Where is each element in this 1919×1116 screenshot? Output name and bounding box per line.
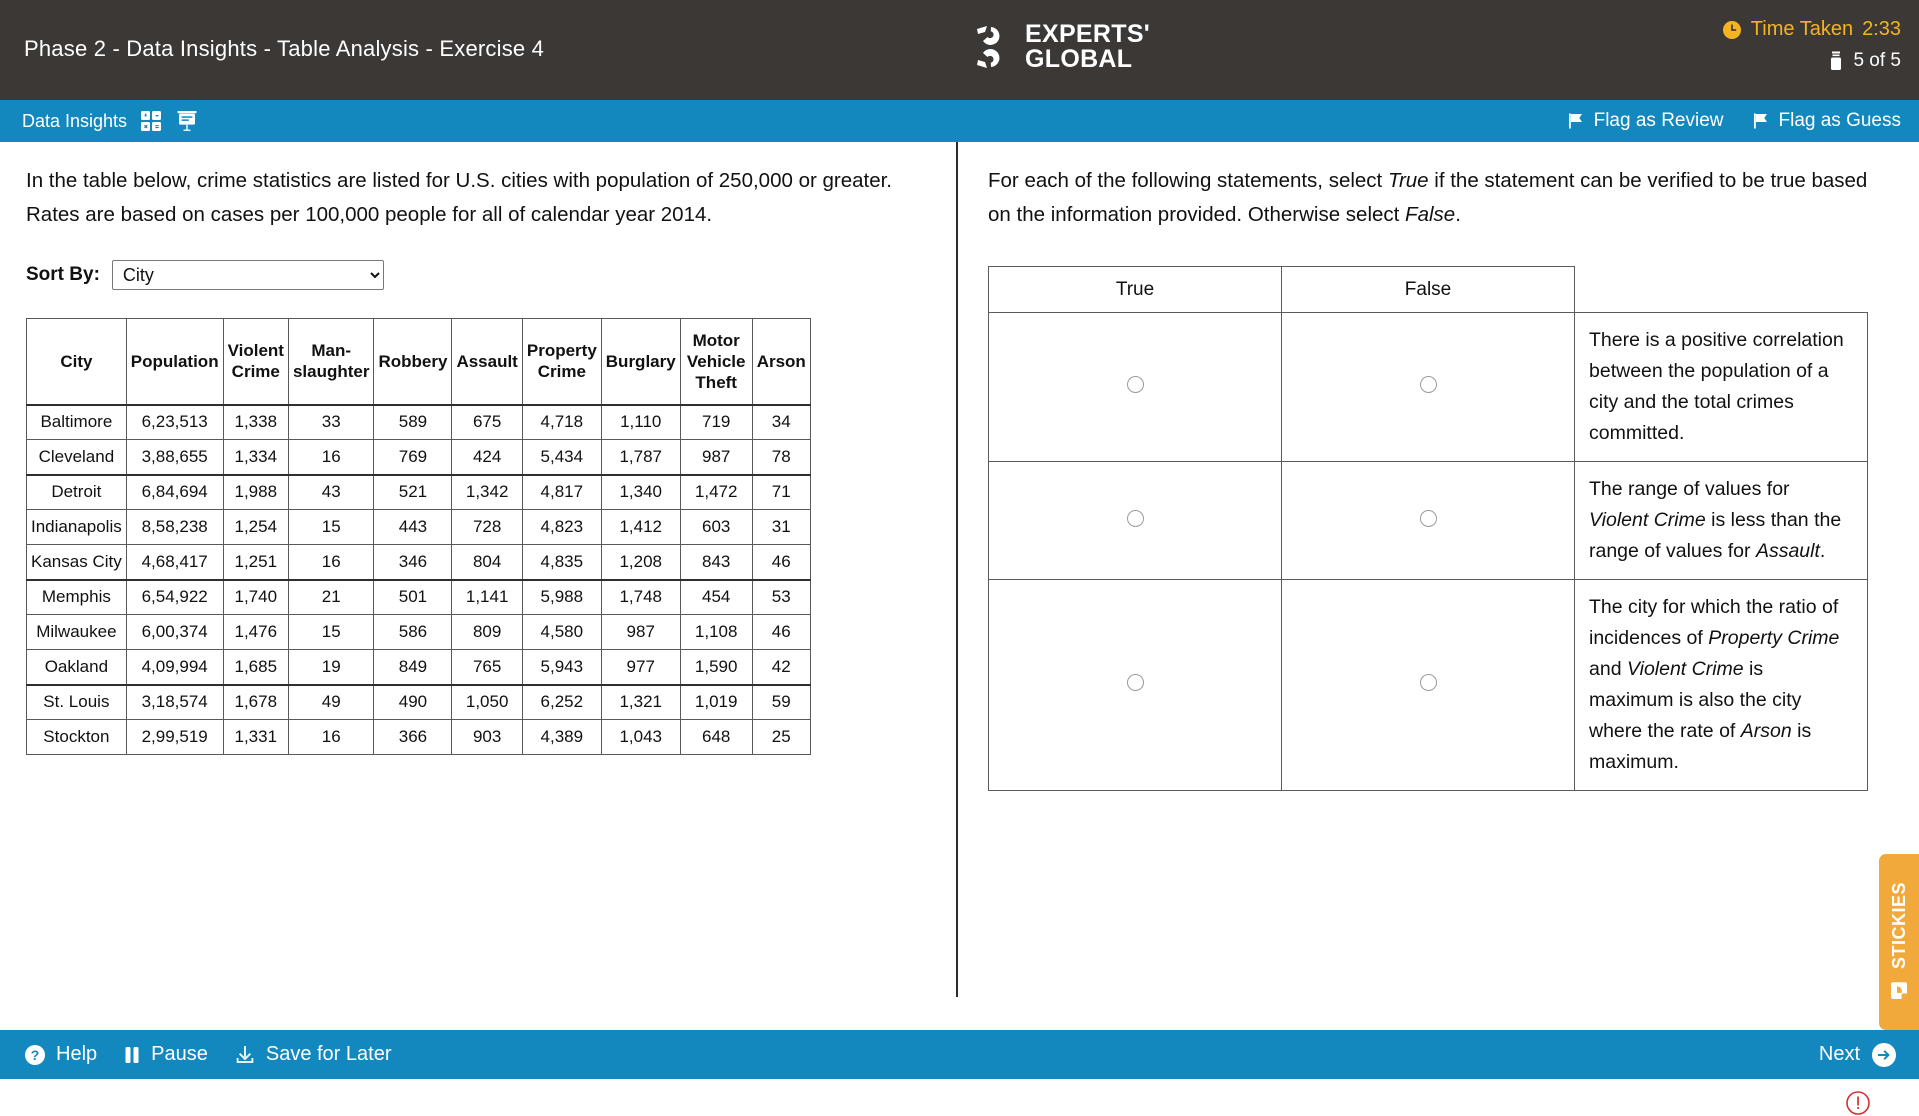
table-cell: 769 (374, 440, 452, 475)
table-cell: 977 (601, 650, 680, 685)
radio-false-statement-1[interactable] (1420, 376, 1437, 393)
time-taken-label: Time Taken (1750, 18, 1854, 40)
table-row (27, 405, 811, 440)
download-icon (234, 1044, 256, 1066)
table-cell: 59 (752, 685, 810, 720)
table-cell: 675 (452, 405, 522, 440)
table-cell: 4,835 (522, 545, 601, 580)
sort-by-row (26, 260, 932, 290)
table-cell: 728 (452, 510, 522, 545)
statement-text (1575, 462, 1868, 580)
radio-cell-false[interactable] (1282, 313, 1575, 462)
table-cell: 843 (680, 545, 752, 580)
table-cell: 4,823 (522, 510, 601, 545)
statement-row (989, 313, 1868, 462)
help-button[interactable] (24, 1043, 97, 1066)
true-false-body (989, 313, 1868, 791)
table-cell: 1,050 (452, 685, 522, 720)
table-cell: 1,678 (223, 685, 288, 720)
cell-city: Cleveland (27, 440, 127, 475)
table-cell: 903 (452, 720, 522, 755)
table-cell: 4,389 (522, 720, 601, 755)
radio-cell-true[interactable] (989, 580, 1282, 791)
column-header-statement (1575, 267, 1868, 313)
arrow-right-circle-icon (1871, 1042, 1897, 1068)
table-cell: 648 (680, 720, 752, 755)
table-instructions: In the table below, crime statistics are listed for U.S. cities with population of 250,000 or greater. Rates are based on cases per 100,000 people for all of calendar year 2014. (26, 169, 893, 226)
statement-emphasis: Violent Crime (1589, 509, 1706, 531)
bottom-left-group (24, 1030, 391, 1079)
instructions-true-word: True (1387, 169, 1429, 192)
statement-emphasis: Arson (1740, 720, 1792, 742)
radio-cell-false[interactable] (1282, 462, 1575, 580)
brand-logo (975, 22, 1150, 72)
radio-true-statement-2[interactable] (1127, 510, 1144, 527)
page-title: Phase 2 - Data Insights - Table Analysis - Exercise 4 (24, 36, 545, 61)
statement-segment: is less than the range of values for (1589, 509, 1842, 562)
table-cell: 1,321 (601, 685, 680, 720)
column-header: Arson (752, 319, 810, 405)
table-row (27, 580, 811, 615)
table-cell: 849 (374, 650, 452, 685)
next-button[interactable] (1819, 1030, 1897, 1079)
main-content (0, 142, 1919, 997)
table-cell: 4,718 (522, 405, 601, 440)
flag-icon (1752, 112, 1770, 130)
table-cell: 1,334 (223, 440, 288, 475)
statement-segment: The range of values for (1589, 478, 1790, 500)
table-row (27, 615, 811, 650)
experts-global-logo-icon (975, 25, 1015, 69)
pause-button[interactable] (123, 1043, 208, 1066)
table-cell: 1,748 (601, 580, 680, 615)
cell-city: Oakland (27, 650, 127, 685)
table-cell: 6,23,513 (126, 405, 223, 440)
tool-bar (0, 100, 1919, 142)
table-cell: 46 (752, 545, 810, 580)
question-counter-text: 5 of 5 (1853, 50, 1901, 71)
flag-as-review-label: Flag as Review (1593, 110, 1724, 131)
radio-false-statement-2[interactable] (1420, 510, 1437, 527)
statement-segment: There is a positive correlation between the population of a city and the total crimes committed. (1589, 329, 1844, 444)
table-cell: 1,685 (223, 650, 288, 685)
tool-bar-right-group (1567, 100, 1901, 142)
table-row (27, 440, 811, 475)
table-cell: 987 (680, 440, 752, 475)
statement-segment: . (1819, 540, 1826, 562)
cell-city: St. Louis (27, 685, 127, 720)
save-for-later-button[interactable] (234, 1043, 392, 1066)
cell-city: Indianapolis (27, 510, 127, 545)
flag-icon (1567, 112, 1585, 130)
table-cell: 71 (752, 475, 810, 510)
pause-icon (123, 1045, 141, 1065)
statement-row (989, 462, 1868, 580)
section-label: Data Insights (22, 110, 128, 131)
table-cell: 1,590 (680, 650, 752, 685)
radio-cell-false[interactable] (1282, 580, 1575, 791)
table-cell: 765 (452, 650, 522, 685)
cell-city: Stockton (27, 720, 127, 755)
sort-by-select[interactable] (112, 260, 384, 290)
table-cell: 366 (374, 720, 452, 755)
flag-as-guess-label: Flag as Guess (1778, 110, 1901, 131)
table-cell: 34 (752, 405, 810, 440)
table-cell: 46 (752, 615, 810, 650)
instructions-false-word: False (1405, 203, 1456, 226)
table-cell: 490 (374, 685, 452, 720)
table-cell: 49 (288, 685, 374, 720)
time-taken-value: 2:33 (1862, 18, 1901, 40)
table-cell: 1,412 (601, 510, 680, 545)
radio-true-statement-1[interactable] (1127, 376, 1144, 393)
table-row (27, 545, 811, 580)
statement-emphasis: Property Crime (1708, 627, 1840, 649)
table-cell: 1,342 (452, 475, 522, 510)
instructions-part-3: . (1455, 203, 1461, 226)
table-cell: 4,817 (522, 475, 601, 510)
save-for-later-label: Save for Later (265, 1043, 392, 1065)
table-cell: 809 (452, 615, 522, 650)
column-header: City (27, 319, 127, 405)
table-cell: 16 (288, 440, 374, 475)
table-cell: 53 (752, 580, 810, 615)
next-label: Next (1818, 1043, 1860, 1065)
table-cell: 3,88,655 (126, 440, 223, 475)
table-cell: 5,988 (522, 580, 601, 615)
table-cell: 987 (601, 615, 680, 650)
table-cell: 4,580 (522, 615, 601, 650)
sort-by-label: Sort By: (26, 264, 100, 285)
table-cell: 43 (288, 475, 374, 510)
table-cell: 31 (752, 510, 810, 545)
column-header-false: False (1282, 267, 1575, 313)
table-cell: 4,09,994 (126, 650, 223, 685)
tool-bar-left-group (22, 100, 199, 142)
logo-line-2: GLOBAL (1025, 45, 1133, 73)
table-cell: 1,740 (223, 580, 288, 615)
flag-as-review-button[interactable] (1567, 110, 1724, 132)
table-cell: 1,331 (223, 720, 288, 755)
logo-line-1: EXPERTS' (1025, 20, 1151, 48)
table-cell: 1,019 (680, 685, 752, 720)
cell-city: Detroit (27, 475, 127, 510)
column-header-true: True (989, 267, 1282, 313)
stickies-tab[interactable] (1879, 854, 1919, 1030)
column-header: Motor Vehicle Theft (680, 319, 752, 405)
table-cell: 1,110 (601, 405, 680, 440)
table-cell: 5,943 (522, 650, 601, 685)
table-row (27, 685, 811, 720)
statement-emphasis: Violent Crime (1626, 658, 1744, 680)
panel-divider (956, 142, 958, 997)
table-header-row (27, 319, 811, 405)
table-cell: 16 (288, 545, 374, 580)
left-panel (0, 142, 956, 997)
sticky-note-icon (1888, 980, 1910, 1002)
table-cell: 424 (452, 440, 522, 475)
table-cell: 1,141 (452, 580, 522, 615)
table-cell: 1,338 (223, 405, 288, 440)
statement-row (989, 580, 1868, 791)
table-cell: 603 (680, 510, 752, 545)
table-cell: 521 (374, 475, 452, 510)
pause-label: Pause (151, 1043, 208, 1065)
flag-as-guess-button[interactable] (1752, 110, 1902, 132)
radio-true-statement-3[interactable] (1127, 674, 1144, 691)
table-cell: 4,68,417 (126, 545, 223, 580)
table-cell: 6,54,922 (126, 580, 223, 615)
table-cell: 1,476 (223, 615, 288, 650)
table-cell: 501 (374, 580, 452, 615)
statement-text (1575, 580, 1868, 791)
bottom-toolbar (0, 1030, 1919, 1079)
table-cell: 586 (374, 615, 452, 650)
table-cell: 15 (288, 510, 374, 545)
table-cell: 719 (680, 405, 752, 440)
top-header-bar (0, 0, 1919, 100)
table-cell: 1,254 (223, 510, 288, 545)
column-header: Population (126, 319, 223, 405)
radio-cell-true[interactable] (989, 313, 1282, 462)
statement-emphasis: Assault (1755, 540, 1820, 562)
table-cell: 16 (288, 720, 374, 755)
cell-city: Baltimore (27, 405, 127, 440)
right-panel (958, 142, 1919, 997)
statement-segment: The city for which the ratio of incidences of (1589, 596, 1839, 649)
table-cell: 346 (374, 545, 452, 580)
crime-statistics-table (26, 318, 811, 755)
table-cell: 21 (288, 580, 374, 615)
table-cell: 2,99,519 (126, 720, 223, 755)
radio-false-statement-3[interactable] (1420, 674, 1437, 691)
table-cell: 19 (288, 650, 374, 685)
table-cell: 1,472 (680, 475, 752, 510)
table-cell: 3,18,574 (126, 685, 223, 720)
statement-segment: is maximum. (1589, 720, 1812, 773)
question-counter (1828, 50, 1901, 72)
clock-icon (1722, 20, 1742, 40)
cell-city: Milwaukee (27, 615, 127, 650)
table-cell: 6,84,694 (126, 475, 223, 510)
table-cell: 1,787 (601, 440, 680, 475)
true-false-table (988, 266, 1868, 791)
statement-text (1575, 313, 1868, 462)
table-row (27, 475, 811, 510)
table-cell: 6,00,374 (126, 615, 223, 650)
table-row (27, 650, 811, 685)
instructions-part-1: For each of the following statements, select (988, 169, 1388, 192)
table-cell: 8,58,238 (126, 510, 223, 545)
table-cell: 25 (752, 720, 810, 755)
table-cell: 5,434 (522, 440, 601, 475)
table-cell: 1,340 (601, 475, 680, 510)
column-header: Robbery (374, 319, 452, 405)
table-cell: 589 (374, 405, 452, 440)
table-cell: 1,043 (601, 720, 680, 755)
table-cell: 443 (374, 510, 452, 545)
table-cell: 1,208 (601, 545, 680, 580)
table-cell: 1,988 (223, 475, 288, 510)
instructions-part-2: if the statement can be verified to be true based on the information provided. Otherwise select (988, 169, 1868, 226)
table-row (27, 510, 811, 545)
time-taken-display (1722, 18, 1901, 41)
alert-circle-icon[interactable] (1845, 1090, 1871, 1116)
column-header: Property Crime (522, 319, 601, 405)
question-circle-icon (24, 1044, 46, 1066)
whiteboard-icon[interactable] (175, 109, 199, 133)
help-label: Help (56, 1043, 98, 1065)
statement-segment: and (1589, 658, 1627, 680)
table-cell: 454 (680, 580, 752, 615)
column-header: Assault (452, 319, 522, 405)
svg-text:?: ? (30, 1046, 40, 1063)
column-header: Violent Crime (223, 319, 288, 405)
table-cell: 42 (752, 650, 810, 685)
table-cell: 6,252 (522, 685, 601, 720)
column-header: Burglary (601, 319, 680, 405)
table-cell: 15 (288, 615, 374, 650)
brand-logo-text (1025, 22, 1150, 72)
bottle-icon (1828, 51, 1844, 71)
calculator-icon[interactable] (139, 109, 163, 133)
cell-city: Kansas City (27, 545, 127, 580)
table-cell: 33 (288, 405, 374, 440)
stickies-label: STICKIES (1888, 882, 1909, 970)
statement-segment: is maximum is also the city where the rate of (1589, 658, 1802, 742)
statement-instructions (988, 164, 1888, 232)
radio-cell-true[interactable] (989, 462, 1282, 580)
table-body (27, 405, 811, 755)
table-cell: 1,251 (223, 545, 288, 580)
table-cell: 1,108 (680, 615, 752, 650)
cell-city: Memphis (27, 580, 127, 615)
table-cell: 804 (452, 545, 522, 580)
table-row (27, 720, 811, 755)
true-false-header-row (989, 267, 1868, 313)
table-cell: 78 (752, 440, 810, 475)
column-header: Man-slaughter (288, 319, 374, 405)
